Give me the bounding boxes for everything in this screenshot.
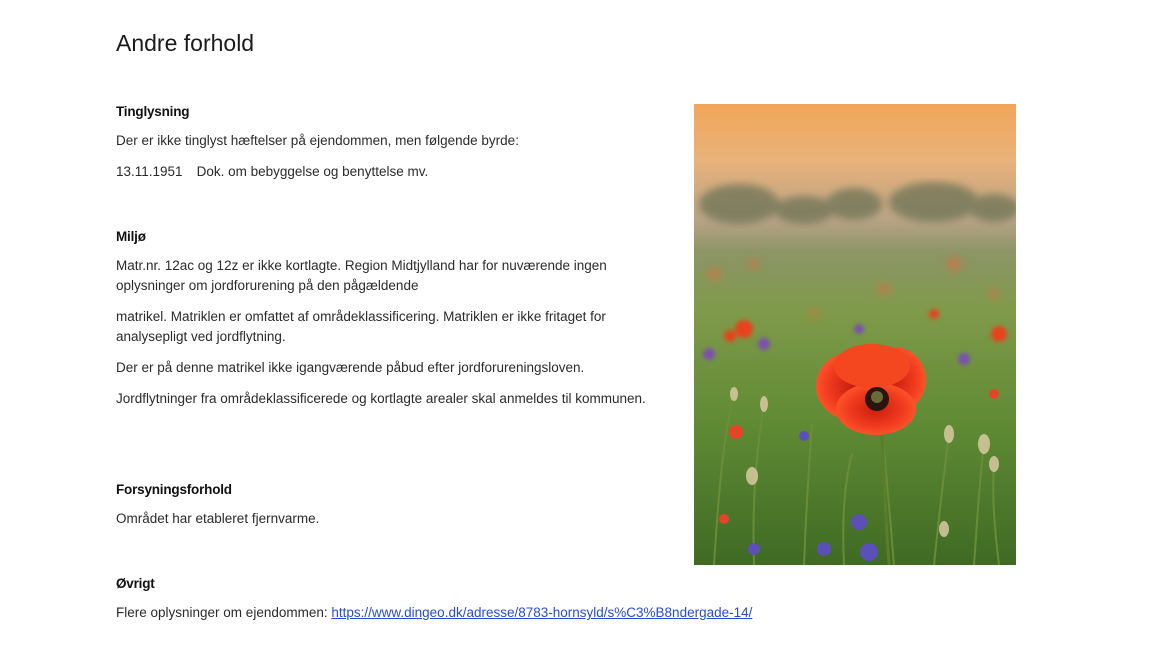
heading-ovrigt: Øvrigt: [116, 576, 155, 591]
tinglysning-text: Der er ikke tinglyst hæftelser på ejendommen, men følgende byrde:: [116, 133, 519, 148]
miljo-paragraph-2: matrikel. Matriklen er omfattet af områdeklassificering. Matriklen er ikke fritaget for analysepligt ved jordflytning.: [116, 309, 606, 344]
poppy-field-photo: [694, 104, 1016, 565]
ovrigt-text: Flere oplysninger om ejendommen:: [116, 605, 328, 620]
section-ovrigt: [116, 576, 876, 634]
byrde-date: 13.11.1951: [116, 164, 183, 179]
dingeo-link[interactable]: https://www.dingeo.dk/adresse/8783-hornsyld/s%C3%B8ndergade-14/: [331, 605, 753, 620]
section-tinglysning: [116, 104, 676, 193]
page-title: Andre forhold: [116, 30, 255, 56]
forsyning-text: Området har etableret fjernvarme.: [116, 511, 320, 526]
heading-forsyning: Forsyningsforhold: [116, 482, 232, 497]
byrde-line: [116, 162, 676, 182]
heading-tinglysning: Tinglysning: [116, 104, 190, 119]
section-forsyning: [116, 482, 676, 540]
miljo-paragraph-3: Der er på denne matrikel ikke igangværende påbud efter jordforureningsloven.: [116, 360, 585, 375]
section-miljo: [116, 229, 676, 420]
ovrigt-line: [116, 603, 876, 623]
miljo-paragraph-4: Jordflytninger fra områdeklassificerede og kortlagte arealer skal anmeldes til kommunen.: [116, 391, 646, 406]
heading-miljo: Miljø: [116, 229, 146, 244]
byrde-text: Dok. om bebyggelse og benyttelse mv.: [196, 164, 429, 179]
miljo-paragraph-1: Matr.nr. 12ac og 12z er ikke kortlagte. Region Midtjylland har for nuværende ingen oplysninger om jordforurening på den pågældende: [116, 258, 607, 293]
